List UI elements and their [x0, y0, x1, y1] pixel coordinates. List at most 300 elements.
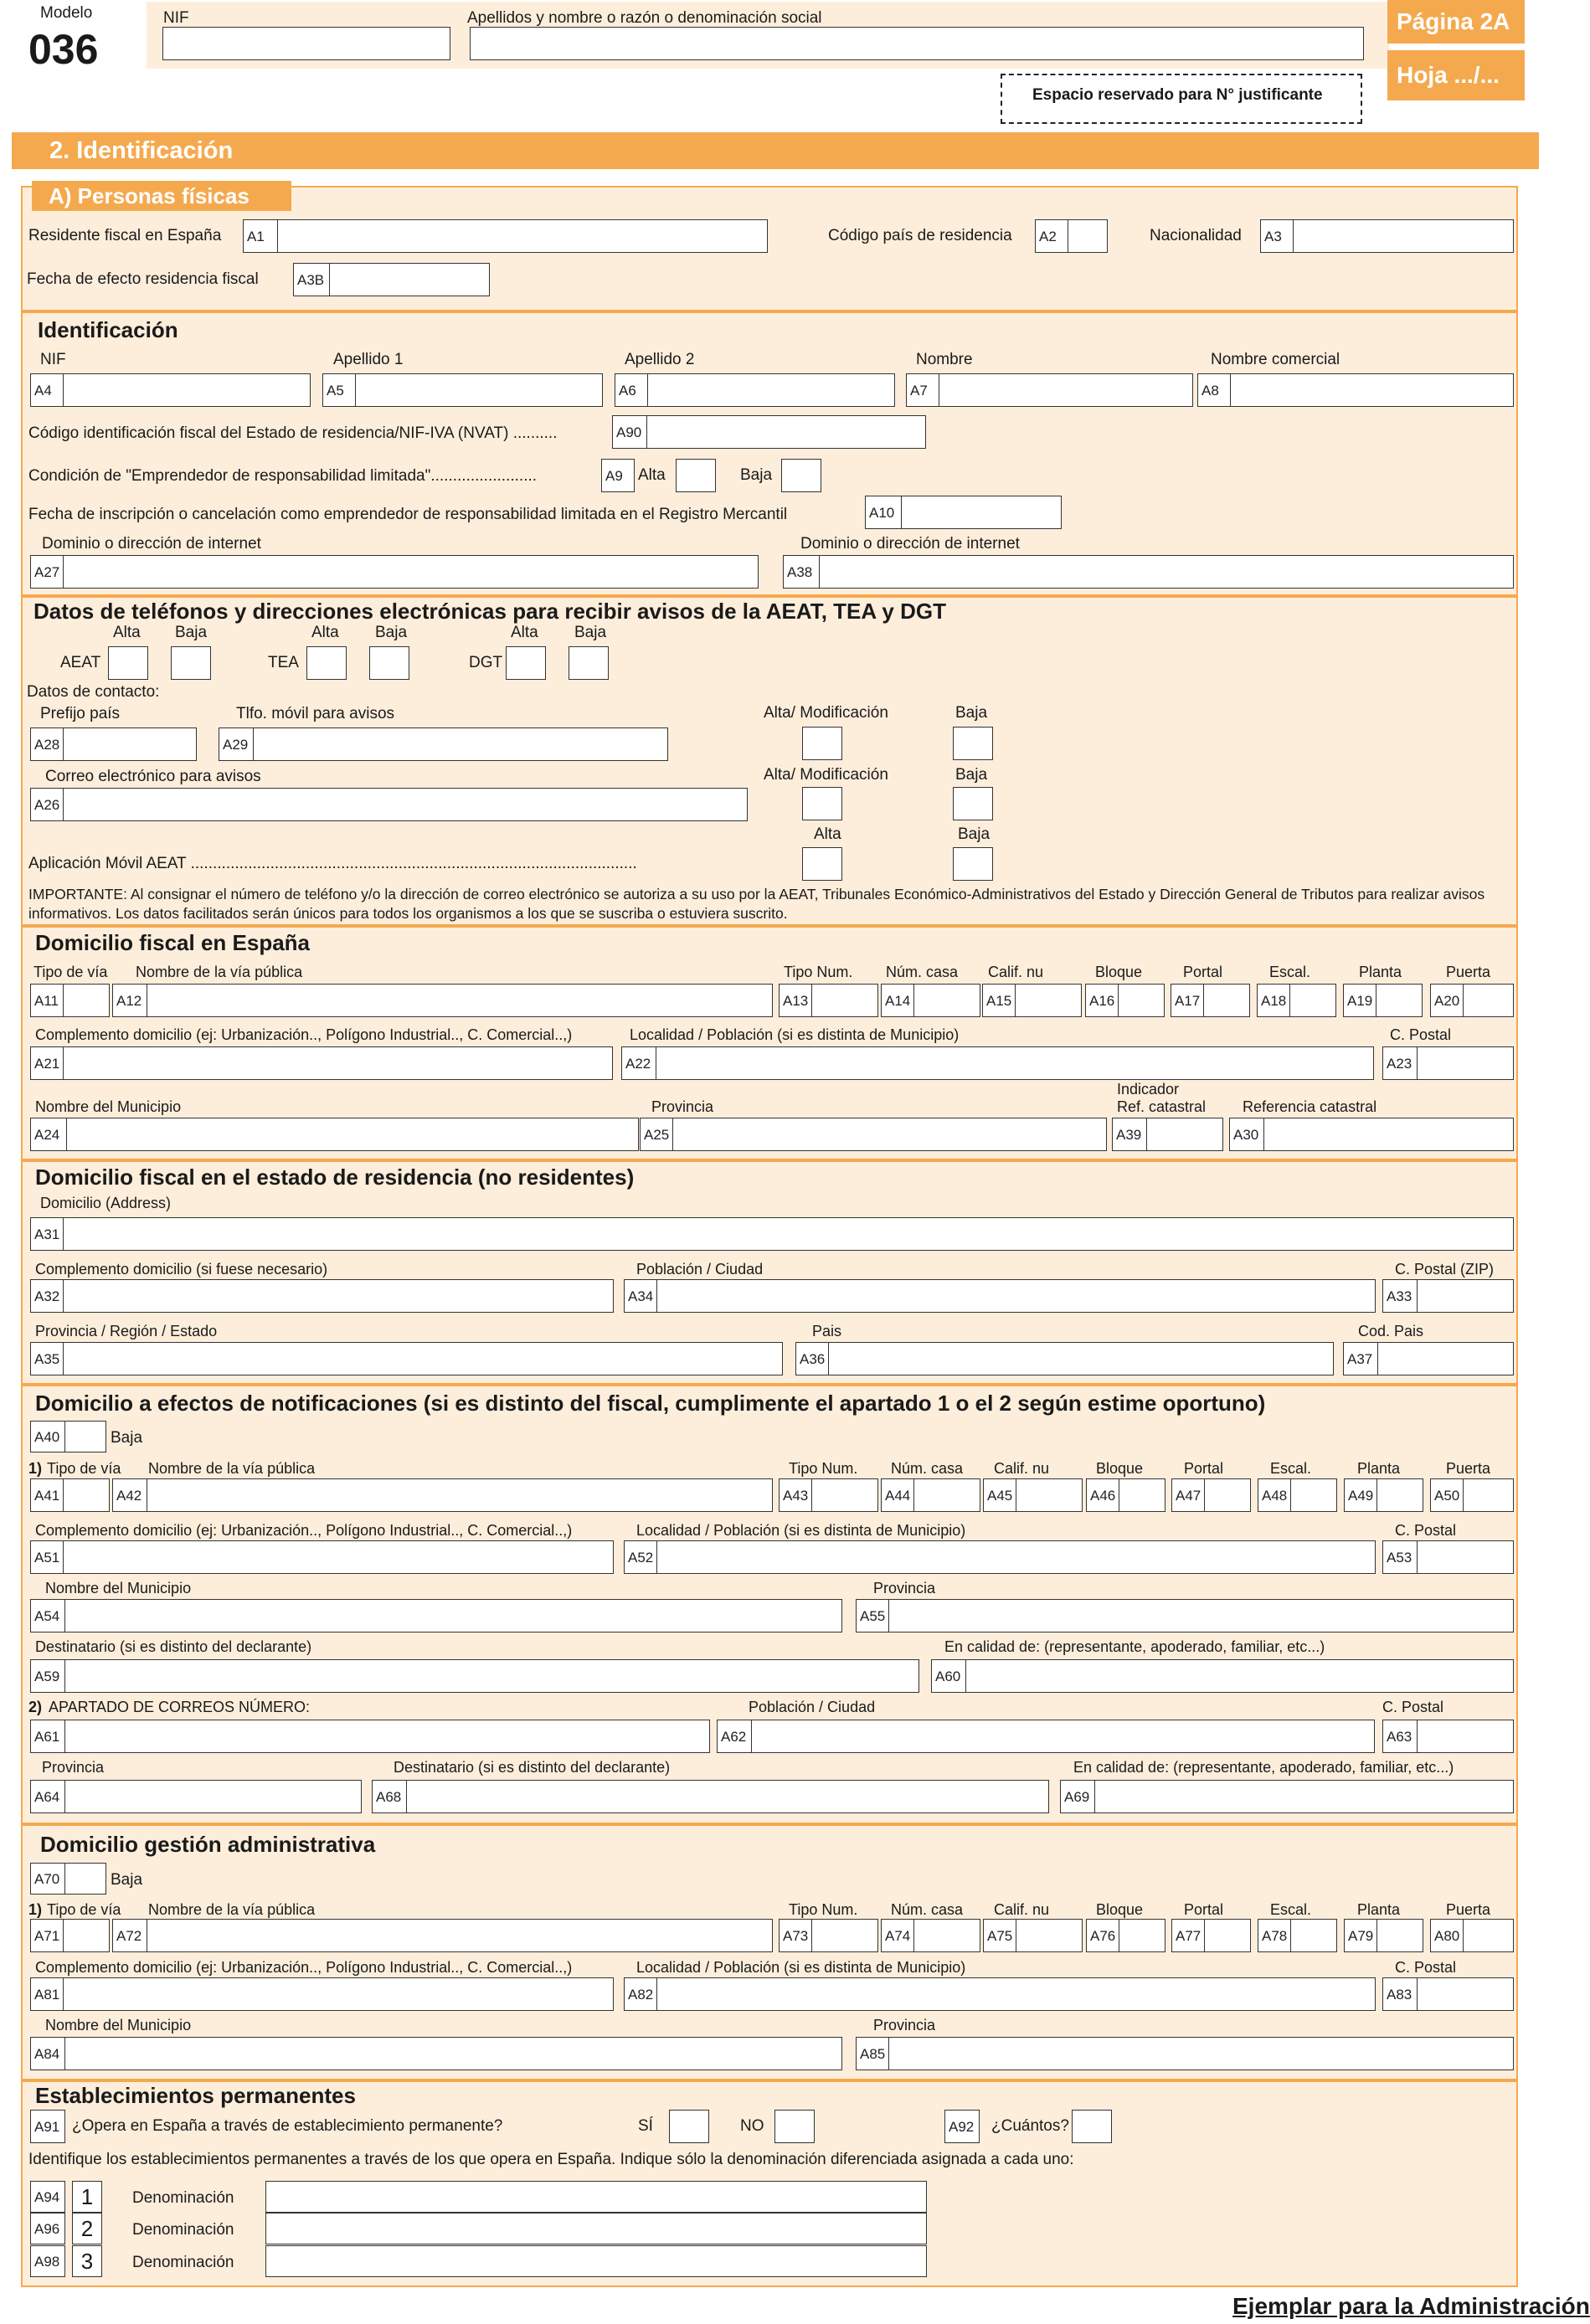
df-provincia-label: Provincia [651, 1098, 714, 1115]
dgt-label: DGT [469, 654, 503, 671]
app-label: Aplicación Móvil AEAT ..................................................................................................... [28, 855, 637, 872]
app-alta-checkbox[interactable] [802, 847, 842, 881]
nf-calidad2-label: En calidad de: (representante, apoderado, familiar, etc...) [1073, 1759, 1454, 1776]
dr-complemento-label: Complemento domicilio (si fuese necesario) [35, 1261, 328, 1278]
correo-alta-checkbox[interactable] [802, 787, 842, 820]
a6-field[interactable] [647, 373, 895, 407]
a45-field[interactable] [1016, 1478, 1083, 1512]
divider [21, 310, 1517, 313]
code-A71: A71 [30, 1919, 64, 1952]
a3b-field[interactable] [329, 263, 490, 296]
a34-field[interactable] [656, 1279, 1376, 1313]
code-A6: A6 [615, 373, 648, 407]
a40-checkbox[interactable] [64, 1421, 106, 1452]
gs-puerta-label: Puerta [1446, 1901, 1491, 1918]
code-A59: A59 [30, 1659, 65, 1693]
gs-calif-label: Calif. nu [994, 1901, 1050, 1918]
dr-provincia-label: Provincia / Región / Estado [35, 1323, 218, 1339]
notif-n1: 1) [28, 1460, 43, 1477]
a77-field[interactable] [1204, 1919, 1251, 1952]
a43-field[interactable] [811, 1478, 878, 1512]
denominacion-3-label: Denominación [132, 2254, 234, 2271]
a36-field[interactable] [828, 1342, 1334, 1375]
a27-field[interactable] [63, 555, 759, 589]
a48-field[interactable] [1290, 1478, 1337, 1512]
code-A98: A98 [30, 2245, 65, 2277]
a26-field[interactable] [63, 788, 748, 821]
a4-field[interactable] [63, 373, 311, 407]
emprendedor-alta-checkbox[interactable] [676, 459, 716, 492]
a20-field[interactable] [1463, 984, 1514, 1017]
code-A90: A90 [612, 415, 647, 449]
domicilio-fiscal-title: Domicilio fiscal en España [35, 930, 310, 955]
a16-field[interactable] [1118, 984, 1165, 1017]
code-A51: A51 [30, 1540, 64, 1574]
movil-label: Tlfo. móvil para avisos [236, 705, 395, 722]
a19-field[interactable] [1376, 984, 1423, 1017]
app-alta-label: Alta [814, 825, 841, 843]
a73-field[interactable] [811, 1919, 878, 1952]
a2-field[interactable] [1068, 219, 1108, 253]
code-A20: A20 [1430, 984, 1464, 1017]
df-num-casa-label: Núm. casa [886, 964, 959, 980]
nombre-comercial-label: Nombre comercial [1211, 351, 1340, 368]
code-A70: A70 [30, 1863, 65, 1895]
a54-field[interactable] [64, 1599, 842, 1632]
code-A77: A77 [1171, 1919, 1205, 1952]
code-A18: A18 [1257, 984, 1290, 1017]
establecimiento-cuantos-field[interactable] [1072, 2110, 1112, 2143]
nf-planta-label: Planta [1357, 1460, 1401, 1477]
a60-field[interactable] [965, 1659, 1514, 1693]
a50-field[interactable] [1463, 1478, 1514, 1512]
nf-cpostal-label: C. Postal [1395, 1522, 1457, 1539]
establecimientos-title: Establecimientos permanentes [35, 2083, 356, 2108]
nf-apartado-label: APARTADO DE CORREOS NÚMERO: [49, 1699, 311, 1715]
a79-field[interactable] [1376, 1919, 1423, 1952]
movil-baja-label: Baja [955, 704, 988, 722]
code-A5: A5 [322, 373, 356, 407]
code-A73: A73 [779, 1919, 812, 1952]
nombre-label: Nombre [916, 351, 973, 368]
code-A29: A29 [219, 728, 254, 761]
code-A52: A52 [624, 1540, 657, 1574]
a82-field[interactable] [656, 1977, 1376, 2011]
denominacion-2-field[interactable] [265, 2213, 927, 2244]
establecimiento-num-2: 2 [72, 2213, 102, 2244]
dgt-baja-checkbox[interactable] [569, 646, 609, 680]
code-A94: A94 [30, 2181, 65, 2213]
nacionalidad-label: Nacionalidad [1150, 227, 1242, 244]
establecimiento-num-3: 3 [72, 2245, 102, 2277]
aeat-alta-checkbox[interactable] [108, 646, 148, 680]
code-A19: A19 [1343, 984, 1376, 1017]
code-A45: A45 [983, 1478, 1016, 1512]
establecimiento-si-checkbox[interactable] [669, 2110, 709, 2143]
codigo-pais-label: Código país de residencia [828, 227, 1012, 244]
a44-field[interactable] [913, 1478, 980, 1512]
emprendedor-baja-label: Baja [740, 466, 773, 484]
dgt-baja-label: Baja [574, 624, 607, 641]
nf-destinatario2-label: Destinatario (si es distinto del declarante) [394, 1759, 671, 1776]
datos-contacto-label: Datos de contacto: [27, 683, 160, 701]
gs-escal-label: Escal. [1270, 1901, 1312, 1918]
code-A81: A81 [30, 1977, 64, 2011]
correo-baja-label: Baja [955, 766, 988, 784]
a29-field[interactable] [253, 728, 668, 761]
correo-label: Correo electrónico para avisos [45, 768, 261, 785]
nf-localidad-label: Localidad / Población (si es distinta de Municipio) [636, 1522, 966, 1539]
code-A61: A61 [30, 1720, 65, 1753]
a59-field[interactable] [64, 1659, 919, 1693]
gs-localidad-label: Localidad / Población (si es distinta de Municipio) [636, 1959, 966, 1976]
code-A28: A28 [30, 728, 64, 761]
code-A72: A72 [112, 1919, 147, 1952]
a37-field[interactable] [1377, 1342, 1514, 1375]
a76-field[interactable] [1119, 1919, 1165, 1952]
a41-field[interactable] [63, 1478, 110, 1512]
code-A26: A26 [30, 788, 64, 821]
nf-num-casa-label: Núm. casa [891, 1460, 964, 1477]
establecimiento-pregunta: ¿Opera en España a través de establecimiento permanente? [72, 2117, 503, 2135]
code-A34: A34 [624, 1279, 657, 1313]
df-bloque-label: Bloque [1095, 964, 1143, 980]
a72-field[interactable] [147, 1919, 773, 1952]
a51-field[interactable] [63, 1540, 614, 1574]
gs-complemento-label: Complemento domicilio (ej: Urbanización.., Polígono Industrial.., C. Comercial..,) [35, 1959, 573, 1976]
a80-field[interactable] [1463, 1919, 1514, 1952]
code-A14: A14 [881, 984, 914, 1017]
code-A17: A17 [1171, 984, 1204, 1017]
nvat-label: Código identificación fiscal del Estado de residencia/NIF-IVA (NVAT) .......... [28, 424, 558, 442]
nf-bloque-label: Bloque [1096, 1460, 1144, 1477]
code-A3B: A3B [293, 263, 330, 296]
code-A32: A32 [30, 1279, 64, 1313]
code-A35: A35 [30, 1342, 64, 1375]
a35-field[interactable] [63, 1342, 783, 1375]
a81-field[interactable] [63, 1977, 614, 2011]
df-municipio-label: Nombre del Municipio [35, 1098, 182, 1115]
code-A23: A23 [1382, 1046, 1418, 1080]
a24-field[interactable] [66, 1118, 639, 1151]
nf-escal-label: Escal. [1270, 1460, 1312, 1477]
emprendedor-baja-checkbox[interactable] [781, 459, 821, 492]
emprendedor-alta-label: Alta [638, 466, 666, 484]
correo-baja-checkbox[interactable] [953, 787, 993, 820]
code-A40: A40 [30, 1421, 65, 1452]
code-A4: A4 [30, 373, 64, 407]
tea-label: TEA [268, 654, 299, 671]
emprendedor-label: Condición de "Emprendedor de responsabilidad limitada"........................ [28, 467, 538, 485]
a83-field[interactable] [1417, 1977, 1514, 2011]
code-A41: A41 [30, 1478, 64, 1512]
dgt-alta-checkbox[interactable] [506, 646, 546, 680]
a8-field[interactable] [1230, 373, 1514, 407]
nf-tipo-num-label: Tipo Num. [789, 1460, 858, 1477]
aeat-baja-label: Baja [175, 624, 208, 641]
dr-cod-pais-label: Cod. Pais [1358, 1323, 1424, 1339]
a42-field[interactable] [147, 1478, 773, 1512]
nf-provincia-label: Provincia [873, 1580, 936, 1596]
nf-calif-label: Calif. nu [994, 1460, 1050, 1477]
df-tipo-via-label: Tipo de vía [33, 964, 108, 980]
a85-field[interactable] [888, 2037, 1514, 2070]
code-A54: A54 [30, 1599, 65, 1632]
importante-line2: informativos. Los datos facilitados serán únicos para todos los organismos a los que se suscriba o estuviera suscrito. [28, 905, 788, 922]
df-complemento-label: Complemento domicilio (ej: Urbanización.., Polígono Industrial.., C. Comercial..,) [35, 1026, 573, 1043]
a33-field[interactable] [1417, 1279, 1514, 1313]
gs-bloque-label: Bloque [1096, 1901, 1144, 1918]
a39-field[interactable] [1146, 1118, 1223, 1151]
df-indicador-label: Indicador [1117, 1081, 1180, 1098]
justificante-label: Espacio reservado para N° justificante [1032, 86, 1323, 104]
tea-baja-checkbox[interactable] [369, 646, 409, 680]
code-A16: A16 [1085, 984, 1119, 1017]
a22-field[interactable] [656, 1046, 1374, 1080]
a69-field[interactable] [1094, 1780, 1514, 1813]
code-A42: A42 [112, 1478, 147, 1512]
a25-field[interactable] [672, 1118, 1107, 1151]
dr-cpostal-label: C. Postal (ZIP) [1395, 1261, 1495, 1278]
code-A2: A2 [1035, 219, 1068, 253]
code-A9: A9 [601, 459, 635, 492]
nf-complemento-label: Complemento domicilio (ej: Urbanización.., Polígono Industrial.., C. Comercial..,) [35, 1522, 573, 1539]
fecha-inscripcion-label: Fecha de inscripción o cancelación como emprendedor de responsabilidad limitada en el Registro Mercantil [28, 506, 788, 523]
df-tipo-num-label: Tipo Num. [784, 964, 853, 980]
divider [21, 594, 1517, 598]
a38-field[interactable] [819, 555, 1514, 589]
gs-tipo-via-label: Tipo de vía [47, 1901, 121, 1918]
code-A83: A83 [1382, 1977, 1418, 2011]
establecimiento-no-checkbox[interactable] [774, 2110, 815, 2143]
code-A44: A44 [881, 1478, 914, 1512]
code-A50: A50 [1430, 1478, 1464, 1512]
a84-field[interactable] [64, 2037, 842, 2070]
gs-planta-label: Planta [1357, 1901, 1401, 1918]
a62-field[interactable] [751, 1720, 1375, 1753]
a12-field[interactable] [147, 984, 773, 1017]
code-A62: A62 [717, 1720, 752, 1753]
gs-cpostal-label: C. Postal [1395, 1959, 1457, 1976]
ejemplar-label: Ejemplar para la Administración [1232, 2293, 1590, 2319]
gestion-title: Domicilio gestión administrativa [40, 1832, 376, 1857]
telefonos-title: Datos de teléfonos y direcciones electrónicas para recibir avisos de la AEAT, TEA y DGT [33, 599, 946, 624]
code-A21: A21 [30, 1046, 64, 1080]
a46-field[interactable] [1119, 1478, 1165, 1512]
a5-field[interactable] [355, 373, 603, 407]
code-A80: A80 [1430, 1919, 1464, 1952]
apellido1-label: Apellido 1 [333, 351, 404, 368]
a1-field[interactable] [277, 219, 768, 253]
correo-alta-label: Alta/ Modificación [764, 766, 888, 784]
code-A22: A22 [621, 1046, 656, 1080]
movil-alta-checkbox[interactable] [802, 727, 842, 760]
a47-field[interactable] [1204, 1478, 1251, 1512]
code-A85: A85 [856, 2037, 889, 2070]
dr-poblacion-label: Población / Ciudad [636, 1261, 764, 1278]
gs-municipio-label: Nombre del Municipio [45, 2017, 192, 2034]
apellidos-field[interactable] [470, 27, 1364, 60]
tea-baja-label: Baja [375, 624, 408, 641]
identificacion-title: Identificación [38, 317, 178, 342]
code-A7: A7 [906, 373, 939, 407]
a32-field[interactable] [63, 1279, 614, 1313]
a15-field[interactable] [1015, 984, 1082, 1017]
a68-field[interactable] [406, 1780, 1049, 1813]
notif-n2: 2) [28, 1699, 43, 1715]
code-A3: A3 [1260, 219, 1294, 253]
a75-field[interactable] [1016, 1919, 1083, 1952]
a23-field[interactable] [1417, 1046, 1514, 1080]
apellidos-label: Apellidos y nombre o razón o denominación social [467, 9, 822, 27]
code-A1: A1 [243, 219, 278, 253]
a13-field[interactable] [811, 984, 878, 1017]
apellido2-label: Apellido 2 [625, 351, 695, 368]
modelo-number: 036 [28, 26, 99, 73]
df-escal-label: Escal. [1269, 964, 1311, 980]
a74-field[interactable] [913, 1919, 980, 1952]
a30-field[interactable] [1263, 1118, 1514, 1151]
a7-field[interactable] [939, 373, 1193, 407]
code-A38: A38 [783, 555, 820, 589]
code-A63: A63 [1382, 1720, 1418, 1753]
notif-baja-label: Baja [111, 1429, 143, 1447]
nif-col-label: NIF [40, 351, 66, 368]
gs-provincia-label: Provincia [873, 2017, 936, 2034]
code-A74: A74 [881, 1919, 914, 1952]
nf-calidad-label: En calidad de: (representante, apoderado, familiar, etc...) [944, 1638, 1325, 1655]
section-subtitle: A) Personas físicas [32, 181, 291, 211]
a21-field[interactable] [63, 1046, 613, 1080]
code-A33: A33 [1382, 1279, 1418, 1313]
code-A25: A25 [640, 1118, 673, 1151]
a61-field[interactable] [64, 1720, 710, 1753]
nif-label: NIF [163, 9, 189, 27]
dr-domicilio-label: Domicilio (Address) [40, 1195, 172, 1211]
a70-checkbox[interactable] [64, 1863, 106, 1895]
code-A13: A13 [779, 984, 812, 1017]
residente-label: Residente fiscal en España [28, 227, 222, 244]
code-A39: A39 [1112, 1118, 1147, 1151]
a3-field[interactable] [1293, 219, 1514, 253]
importante-line1: IMPORTANTE: Al consignar el número de teléfono y/o la dirección de correo electrónico se autoriza a su uso por la AEAT, Tribunales Económico-Administrativos del Estado y Dirección General de Tributos para realizar avisos [28, 886, 1485, 902]
domicilio-residencia-title: Domicilio fiscal en el estado de residencia (no residentes) [35, 1165, 635, 1190]
code-A12: A12 [112, 984, 147, 1017]
nf-cpostal2-label: C. Postal [1382, 1699, 1444, 1715]
df-nombre-via-label: Nombre de la vía pública [136, 964, 303, 980]
code-A30: A30 [1229, 1118, 1264, 1151]
a55-field[interactable] [888, 1599, 1514, 1632]
a52-field[interactable] [656, 1540, 1376, 1574]
aeat-baja-checkbox[interactable] [171, 646, 211, 680]
section-title: 2. Identificación [12, 132, 1539, 169]
aeat-label: AEAT [60, 654, 101, 671]
establecimiento-identifique: Identifique los establecimientos permanentes a través de los que opera en España. Indique sólo la denominación diferenciada asignada a cada uno: [28, 2151, 1074, 2168]
code-A78: A78 [1258, 1919, 1291, 1952]
code-A36: A36 [795, 1342, 829, 1375]
nif-field[interactable] [162, 27, 450, 60]
denominacion-1-label: Denominación [132, 2189, 234, 2207]
code-A76: A76 [1086, 1919, 1119, 1952]
df-calif-label: Calif. nu [988, 964, 1044, 980]
code-A43: A43 [779, 1478, 812, 1512]
movil-alta-label: Alta/ Modificación [764, 704, 888, 722]
a11-field[interactable] [63, 984, 110, 1017]
code-A91: A91 [30, 2110, 65, 2143]
app-baja-label: Baja [958, 825, 991, 843]
prefijo-label: Prefijo país [40, 705, 121, 722]
code-A31: A31 [30, 1217, 64, 1251]
dgt-alta-label: Alta [511, 624, 538, 641]
a14-field[interactable] [913, 984, 980, 1017]
nf-portal-label: Portal [1184, 1460, 1224, 1477]
code-A27: A27 [30, 555, 64, 589]
df-portal-label: Portal [1183, 964, 1223, 980]
nf-puerta-label: Puerta [1446, 1460, 1491, 1477]
nf-nombre-via-label: Nombre de la vía pública [148, 1460, 316, 1477]
a18-field[interactable] [1289, 984, 1336, 1017]
code-A64: A64 [30, 1780, 65, 1813]
code-A69: A69 [1060, 1780, 1095, 1813]
gs-tipo-num-label: Tipo Num. [789, 1901, 858, 1918]
code-A47: A47 [1171, 1478, 1205, 1512]
code-A48: A48 [1258, 1478, 1291, 1512]
establecimiento-no-label: NO [740, 2117, 764, 2135]
gestion-baja-label: Baja [111, 1871, 143, 1889]
divider [21, 1823, 1517, 1826]
a78-field[interactable] [1290, 1919, 1337, 1952]
denominacion-1-field[interactable] [265, 2181, 927, 2213]
tea-alta-label: Alta [311, 624, 339, 641]
a53-field[interactable] [1417, 1540, 1514, 1574]
gs-num-casa-label: Núm. casa [891, 1901, 964, 1918]
gestion-n1: 1) [28, 1901, 43, 1918]
movil-baja-checkbox[interactable] [953, 727, 993, 760]
nf-municipio-label: Nombre del Municipio [45, 1580, 192, 1596]
code-A11: A11 [30, 984, 64, 1017]
denominacion-3-field[interactable] [265, 2245, 927, 2277]
a31-field[interactable] [63, 1217, 1514, 1251]
notificaciones-title: Domicilio a efectos de notificaciones (si es distinto del fiscal, cumplimente el apartado 1 o el 2 según estime oportuno) [35, 1391, 1266, 1416]
divider [21, 924, 1517, 928]
tea-alta-checkbox[interactable] [306, 646, 347, 680]
aeat-alta-label: Alta [113, 624, 141, 641]
a64-field[interactable] [64, 1780, 362, 1813]
nf-tipo-via-label: Tipo de vía [47, 1460, 121, 1477]
df-cpostal-label: C. Postal [1390, 1026, 1452, 1043]
dr-pais-label: Pais [812, 1323, 842, 1339]
app-baja-checkbox[interactable] [953, 847, 993, 881]
code-A53: A53 [1382, 1540, 1418, 1574]
modelo-label: Modelo [40, 4, 93, 22]
a63-field[interactable] [1417, 1720, 1514, 1753]
establecimiento-si-label: SÍ [638, 2117, 653, 2135]
code-A10: A10 [865, 496, 902, 529]
a90-field[interactable] [646, 415, 926, 449]
nf-poblacion-label: Población / Ciudad [749, 1699, 876, 1715]
df-puerta-label: Puerta [1446, 964, 1491, 980]
a28-field[interactable] [63, 728, 197, 761]
a10-field[interactable] [901, 496, 1062, 529]
a17-field[interactable] [1203, 984, 1250, 1017]
code-A60: A60 [931, 1659, 966, 1693]
a49-field[interactable] [1376, 1478, 1423, 1512]
a71-field[interactable] [63, 1919, 110, 1952]
code-A55: A55 [856, 1599, 889, 1632]
divider [21, 1159, 1517, 1162]
divider [21, 2079, 1517, 2082]
pagina-badge: Página 2A [1387, 0, 1525, 44]
